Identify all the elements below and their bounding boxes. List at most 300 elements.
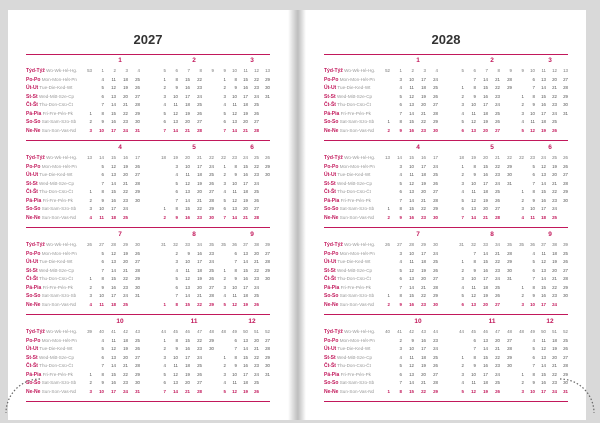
day-label-other: Fri-Fre-Pén-Pk xyxy=(339,197,371,203)
day-number: 10 xyxy=(232,284,237,290)
day-number: 21 xyxy=(483,214,488,220)
day-number: 8 xyxy=(234,163,237,169)
day-number: 16 xyxy=(111,284,116,290)
day-number: 19 xyxy=(552,163,557,169)
day-number: 10 xyxy=(232,93,237,99)
day-number: 20 xyxy=(185,380,190,385)
month-number: 2 xyxy=(192,57,196,64)
day-label-other: Thu-Don-Csü-Čt xyxy=(335,363,371,368)
day-number: 28 xyxy=(507,76,512,82)
week-number: 44 xyxy=(433,329,438,334)
day-number: 14 xyxy=(541,276,546,281)
day-number: 24 xyxy=(209,259,214,264)
day-number: 8 xyxy=(473,163,476,169)
day-number: 12 xyxy=(185,276,190,281)
day-number: 28 xyxy=(507,346,512,351)
day-number: 2 xyxy=(163,85,166,90)
day-number: 30 xyxy=(507,267,512,273)
day-label-other: Sat-Sam-Szo-Sb xyxy=(40,293,77,298)
day-label xyxy=(26,275,73,284)
day-label xyxy=(26,205,76,214)
week-number: 9 xyxy=(211,68,214,73)
day-number: 4 xyxy=(399,172,402,177)
week-number: 47 xyxy=(495,329,500,334)
day-number: 17 xyxy=(421,163,426,169)
day-number: 7 xyxy=(532,363,535,368)
day-number: 29 xyxy=(563,189,568,194)
day-number: 10 xyxy=(232,180,237,186)
week-number: 39 xyxy=(265,242,270,247)
month-number: 10 xyxy=(414,318,422,325)
day-number: 13 xyxy=(185,189,190,194)
day-number: 23 xyxy=(254,363,259,368)
day-number: 9 xyxy=(399,301,402,307)
day-number: 6 xyxy=(101,259,104,264)
day-label-other: Tue-Die-Ked-Wt xyxy=(336,346,371,351)
day-label-czsk: Pá-Pia xyxy=(324,197,340,204)
week-number: 14 xyxy=(397,155,402,160)
day-number: 26 xyxy=(254,197,259,203)
day-number: 26 xyxy=(209,180,214,186)
day-number: 26 xyxy=(433,267,438,273)
day-number: 30 xyxy=(433,214,438,220)
day-number: 16 xyxy=(483,93,488,99)
day-number: 5 xyxy=(532,259,535,264)
day-label-czsk: Pá-Pia xyxy=(324,371,340,378)
day-number: 11 xyxy=(530,214,535,220)
day-number: 18 xyxy=(483,284,488,290)
day-number: 26 xyxy=(135,163,140,169)
day-label-other: Wed-Mitt-Sze-Cp xyxy=(335,180,373,186)
day-number: 29 xyxy=(433,293,438,298)
day-number: 8 xyxy=(175,337,178,343)
day-number: 5 xyxy=(521,127,524,133)
day-number: 5 xyxy=(461,293,464,298)
day-number: 1 xyxy=(387,119,390,124)
day-label-other: Wo-Wk-Hé-Hg. xyxy=(342,68,376,73)
day-number: 29 xyxy=(265,163,270,169)
day-number: 15 xyxy=(541,93,546,99)
day-number: 16 xyxy=(243,172,248,177)
day-label-other: Wed-Mitt-Sze-Cp xyxy=(37,354,75,360)
day-number: 27 xyxy=(433,371,438,377)
week-number: 19 xyxy=(471,155,476,160)
day-number: 6 xyxy=(163,380,166,385)
day-label-other: Fri-Fre-Pén-Pk xyxy=(41,371,73,377)
day-number: 6 xyxy=(101,93,104,99)
left-corner-decoration xyxy=(4,377,44,417)
day-label-czsk: Út-Ut xyxy=(26,172,39,178)
day-number: 20 xyxy=(421,189,426,194)
week-number: 27 xyxy=(99,242,104,247)
day-number: 30 xyxy=(433,127,438,133)
week-number: 40 xyxy=(385,329,390,334)
day-number: 12 xyxy=(111,163,116,169)
week-number: 33 xyxy=(483,242,488,247)
day-number: 12 xyxy=(111,346,116,351)
month-number: 1 xyxy=(118,57,122,64)
day-number: 1 xyxy=(521,284,524,290)
day-number: 16 xyxy=(243,85,248,90)
day-number: 8 xyxy=(175,206,178,211)
week-number: 6 xyxy=(473,68,476,73)
day-number: 5 xyxy=(101,250,104,256)
day-label-other: Wed-Mitt-Sze-Cp xyxy=(37,180,75,186)
week-number: 22 xyxy=(209,155,214,160)
day-number: 12 xyxy=(111,85,116,90)
day-number: 14 xyxy=(185,293,190,298)
day-number: 15 xyxy=(483,354,488,360)
month-number: 9 xyxy=(250,231,254,238)
day-number: 22 xyxy=(254,267,259,273)
week-number: 3 xyxy=(423,68,426,73)
day-number: 27 xyxy=(563,354,568,360)
day-number: 17 xyxy=(541,301,546,307)
day-number: 22 xyxy=(197,337,202,343)
month-number: 4 xyxy=(118,144,122,151)
day-number: 2 xyxy=(163,214,166,220)
day-label-czsk: Týd-Týž xyxy=(324,242,343,248)
day-label xyxy=(26,118,76,127)
day-number: 20 xyxy=(495,337,500,343)
day-label-czsk: Ne-Ne xyxy=(324,388,339,395)
day-number: 14 xyxy=(173,388,178,394)
day-number: 28 xyxy=(507,250,512,256)
day-number: 3 xyxy=(89,293,92,298)
day-number: 11 xyxy=(409,172,414,177)
month-row-block xyxy=(324,57,568,141)
day-number: 14 xyxy=(185,197,190,203)
day-number: 24 xyxy=(552,388,557,394)
day-number: 7 xyxy=(532,180,535,186)
day-number: 3 xyxy=(223,93,226,99)
day-number: 29 xyxy=(135,276,140,281)
day-number: 11 xyxy=(111,76,116,82)
week-number: 20 xyxy=(185,155,190,160)
day-number: 15 xyxy=(409,388,414,394)
day-number: 15 xyxy=(243,267,248,273)
day-number: 25 xyxy=(254,380,259,385)
day-number: 26 xyxy=(135,250,140,256)
day-number: 10 xyxy=(471,180,476,186)
day-number: 8 xyxy=(532,371,535,377)
day-number: 17 xyxy=(421,250,426,256)
week-number: 12 xyxy=(552,68,557,73)
day-number: 27 xyxy=(197,380,202,385)
week-number: 52 xyxy=(563,329,568,334)
row-divider xyxy=(26,401,270,402)
day-number: 3 xyxy=(521,301,524,307)
day-number: 30 xyxy=(563,293,568,298)
day-label-czsk: Týd-Týž xyxy=(324,329,343,335)
day-number: 19 xyxy=(483,197,488,203)
day-number: 27 xyxy=(265,337,270,343)
day-number: 3 xyxy=(89,127,92,133)
day-label-other: Sun-Son-Vas-Nd xyxy=(40,127,77,133)
month-row-block xyxy=(26,318,270,402)
day-number: 14 xyxy=(541,180,546,186)
day-label xyxy=(324,67,375,76)
day-number: 22 xyxy=(197,76,202,82)
day-number: 9 xyxy=(532,293,535,298)
week-number: 27 xyxy=(397,242,402,247)
day-label-other: Wo-Wk-Hé-Hg. xyxy=(342,155,376,160)
day-number: 8 xyxy=(399,119,402,124)
day-number: 29 xyxy=(507,163,512,169)
day-number: 10 xyxy=(409,76,414,82)
day-number: 19 xyxy=(123,250,128,256)
week-number: 37 xyxy=(243,242,248,247)
day-number: 2 xyxy=(223,363,226,368)
day-number: 21 xyxy=(421,284,426,290)
day-number: 4 xyxy=(461,189,464,194)
day-number: 7 xyxy=(163,388,166,394)
week-number: 42 xyxy=(409,329,414,334)
day-number: 16 xyxy=(185,214,190,220)
day-number: 23 xyxy=(123,119,128,124)
day-number: 13 xyxy=(111,354,116,360)
day-number: 3 xyxy=(399,346,402,351)
day-number: 15 xyxy=(483,259,488,264)
day-number: 18 xyxy=(483,380,488,385)
day-number: 8 xyxy=(234,76,237,82)
day-number: 16 xyxy=(111,119,116,124)
day-number: 11 xyxy=(232,293,237,298)
week-number: 22 xyxy=(507,155,512,160)
day-number: 29 xyxy=(507,259,512,264)
day-number: 12 xyxy=(471,293,476,298)
day-number: 11 xyxy=(409,259,414,264)
day-number: 3 xyxy=(223,180,226,186)
day-number: 18 xyxy=(243,102,248,107)
day-label-other: Fri-Fre-Pén-Pk xyxy=(41,284,73,290)
day-number: 7 xyxy=(461,214,464,220)
day-number: 1 xyxy=(163,301,166,307)
week-number: 2 xyxy=(411,68,414,73)
day-number: 16 xyxy=(243,363,248,368)
day-label xyxy=(26,76,77,85)
day-label xyxy=(324,250,375,259)
day-number: 24 xyxy=(495,180,500,186)
day-number: 16 xyxy=(409,127,414,133)
day-number: 9 xyxy=(234,85,237,90)
month-number: 3 xyxy=(548,57,552,64)
day-number: 12 xyxy=(232,388,237,394)
day-number: 15 xyxy=(111,189,116,194)
day-number: 12 xyxy=(409,267,414,273)
week-number: 28 xyxy=(409,242,414,247)
day-label xyxy=(324,154,375,163)
day-label-czsk: Čt-Št xyxy=(324,102,336,108)
day-number: 5 xyxy=(101,346,104,351)
day-number: 28 xyxy=(563,276,568,281)
day-number: 3 xyxy=(461,371,464,377)
day-number: 9 xyxy=(234,276,237,281)
day-number: 6 xyxy=(461,206,464,211)
day-number: 8 xyxy=(532,189,535,194)
day-number: 4 xyxy=(461,284,464,290)
day-number: 22 xyxy=(123,189,128,194)
day-number: 19 xyxy=(243,110,248,116)
day-label-czsk: Út-Ut xyxy=(26,85,39,91)
day-number: 22 xyxy=(421,206,426,211)
day-number: 11 xyxy=(409,85,414,90)
day-number: 1 xyxy=(461,163,464,169)
day-number: 23 xyxy=(552,102,557,107)
day-number: 9 xyxy=(187,250,190,256)
week-number: 21 xyxy=(495,155,500,160)
day-number: 22 xyxy=(123,276,128,281)
day-number: 19 xyxy=(421,267,426,273)
day-number: 11 xyxy=(471,284,476,290)
day-number: 6 xyxy=(399,371,402,377)
left-page xyxy=(8,10,288,420)
day-label-other: Sat-Sam-Szo-Sb xyxy=(40,119,77,124)
day-number: 1 xyxy=(223,354,226,360)
day-number: 22 xyxy=(495,85,500,90)
day-number: 29 xyxy=(209,337,214,343)
day-label-other: Fri-Fre-Pén-Pk xyxy=(41,110,73,116)
day-number: 7 xyxy=(532,276,535,281)
day-number: 15 xyxy=(185,206,190,211)
week-number: 34 xyxy=(495,242,500,247)
day-number: 13 xyxy=(409,276,414,281)
month-number: 10 xyxy=(116,318,124,325)
day-label xyxy=(26,292,76,301)
week-number: 23 xyxy=(530,155,535,160)
day-number: 18 xyxy=(185,102,190,107)
day-number: 26 xyxy=(495,197,500,203)
day-number: 24 xyxy=(433,76,438,82)
month-row-block xyxy=(324,231,568,315)
day-number: 7 xyxy=(234,259,237,264)
day-label xyxy=(26,93,74,102)
month-row-block xyxy=(324,318,568,402)
day-number: 19 xyxy=(483,119,488,124)
day-number: 10 xyxy=(471,102,476,107)
day-number: 27 xyxy=(135,93,140,99)
day-label-czsk: Týd-Týž xyxy=(324,155,343,161)
day-number: 13 xyxy=(409,189,414,194)
day-label-czsk: So-So xyxy=(26,380,41,386)
day-label-other: Thu-Don-Csü-Čt xyxy=(37,102,73,107)
day-number: 12 xyxy=(471,197,476,203)
day-number: 27 xyxy=(563,267,568,273)
week-number: 7 xyxy=(187,68,190,73)
day-label xyxy=(26,362,73,371)
day-label-other: Sun-Son-Vas-Nd xyxy=(338,127,375,133)
day-label-other: Wed-Mitt-Sze-Cp xyxy=(37,267,75,273)
day-number: 27 xyxy=(265,250,270,256)
day-number: 12 xyxy=(409,180,414,186)
day-number: 26 xyxy=(254,110,259,116)
day-number: 5 xyxy=(461,388,464,394)
day-label-czsk: Čt-Št xyxy=(324,276,336,282)
day-number: 20 xyxy=(421,371,426,377)
day-label-other: Tue-Die-Ked-Wt xyxy=(38,172,73,177)
day-number: 20 xyxy=(243,119,248,124)
day-label-other: Mon-Mon-Hét-Pn xyxy=(40,250,77,256)
day-number: 16 xyxy=(185,85,190,90)
day-number: 25 xyxy=(495,189,500,194)
day-number: 19 xyxy=(185,371,190,377)
day-number: 28 xyxy=(433,380,438,385)
day-label xyxy=(324,328,375,337)
day-number: 2 xyxy=(399,337,402,343)
day-number: 9 xyxy=(399,127,402,133)
day-number: 20 xyxy=(123,172,128,177)
day-number: 8 xyxy=(399,206,402,211)
day-number: 14 xyxy=(232,127,237,133)
right-page xyxy=(306,10,586,420)
day-number: 4 xyxy=(532,337,535,343)
day-number: 2 xyxy=(89,197,92,203)
day-number: 31 xyxy=(265,93,270,99)
day-label xyxy=(324,241,375,250)
day-number: 19 xyxy=(483,388,488,394)
day-number: 6 xyxy=(101,172,104,177)
day-number: 11 xyxy=(185,267,190,273)
day-label-czsk: St-St xyxy=(324,180,336,187)
week-number: 32 xyxy=(173,242,178,247)
day-number: 1 xyxy=(223,267,226,273)
day-label-czsk: So-So xyxy=(26,293,41,299)
day-label-czsk: St-St xyxy=(26,93,38,100)
day-number: 15 xyxy=(483,163,488,169)
day-number: 23 xyxy=(197,214,202,220)
day-label xyxy=(324,267,372,276)
day-number: 15 xyxy=(185,76,190,82)
day-number: 22 xyxy=(421,119,426,124)
day-number: 25 xyxy=(135,76,140,82)
day-number: 14 xyxy=(483,76,488,82)
day-number: 18 xyxy=(483,189,488,194)
day-number: 16 xyxy=(409,301,414,307)
day-label-czsk: Týd-Týž xyxy=(26,329,45,335)
day-number: 11 xyxy=(232,380,237,385)
day-number: 25 xyxy=(254,102,259,107)
day-number: 28 xyxy=(563,363,568,368)
day-number: 10 xyxy=(471,371,476,377)
day-number: 17 xyxy=(421,76,426,82)
day-number: 6 xyxy=(175,284,178,290)
day-number: 21 xyxy=(421,197,426,203)
day-label-other: Mon-Mon-Hét-Pn xyxy=(338,337,375,343)
week-number: 26 xyxy=(385,242,390,247)
day-number: 12 xyxy=(232,301,237,307)
week-number: 41 xyxy=(397,329,402,334)
day-number: 20 xyxy=(123,354,128,360)
day-label xyxy=(26,67,77,76)
day-number: 17 xyxy=(483,102,488,107)
day-label-czsk: Týd-Týž xyxy=(26,68,45,74)
day-number: 24 xyxy=(254,284,259,290)
day-number: 12 xyxy=(409,93,414,99)
week-number: 12 xyxy=(254,68,259,73)
day-label-other: Tue-Die-Ked-Wt xyxy=(38,346,73,351)
week-number: 21 xyxy=(197,155,202,160)
day-number: 28 xyxy=(209,293,214,298)
day-number: 14 xyxy=(541,85,546,90)
day-label xyxy=(324,163,375,172)
day-number: 21 xyxy=(421,110,426,116)
day-number: 18 xyxy=(243,189,248,194)
day-number: 25 xyxy=(433,259,438,264)
day-number: 13 xyxy=(409,102,414,107)
day-label-czsk: Ne-Ne xyxy=(26,214,41,221)
day-label-czsk: So-So xyxy=(324,293,339,299)
day-number: 6 xyxy=(473,337,476,343)
